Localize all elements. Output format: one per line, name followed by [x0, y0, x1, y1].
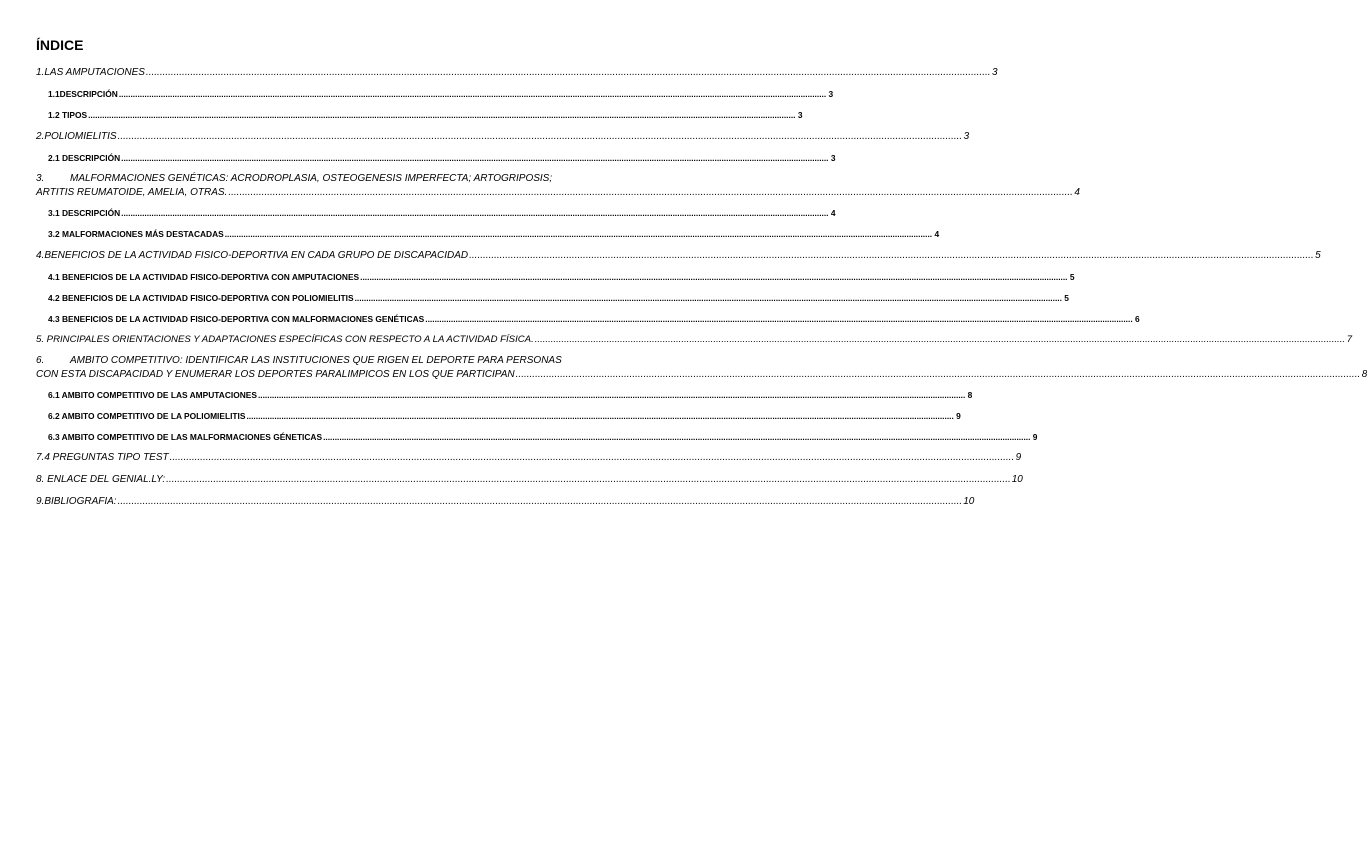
- toc-entry-text: POLIOMIELITIS: [44, 131, 117, 142]
- toc-entry-2-1[interactable]: [36, 153, 836, 164]
- toc-entry-6-2[interactable]: [36, 411, 961, 422]
- dot-leader: [323, 432, 1030, 443]
- dot-leader: [516, 369, 1361, 381]
- toc-entry-page: 5: [1069, 272, 1075, 282]
- toc-entry-text: 5. PRINCIPALES ORIENTACIONES Y ADAPTACIONES ESPECÍFICAS CON RESPECTO A LA ACTIVIDAD FÍSICA.: [36, 334, 534, 345]
- toc-entry-4-2[interactable]: [36, 293, 1069, 304]
- toc-entry-number: 3.: [36, 173, 45, 184]
- toc-entry-page: 10: [1011, 474, 1023, 485]
- toc-entry-text: 4.3 BENEFICIOS DE LA ACTIVIDAD FISICO-DEPORTIVA CON MALFORMACIONES GENÉTICAS: [48, 314, 425, 324]
- toc-entry-page: 3: [963, 131, 970, 142]
- toc-entry-page: 5: [1315, 250, 1321, 261]
- toc-entry-page: 9: [1015, 452, 1022, 463]
- dot-leader: [258, 390, 965, 401]
- toc-entry-number: 4.: [36, 250, 45, 261]
- toc-entry-text: 4 PREGUNTAS TIPO TEST: [44, 452, 169, 463]
- toc-entry-number: 6.: [36, 355, 45, 366]
- toc-entry-number: 1.1: [48, 89, 60, 99]
- toc-entry-page: 4: [1074, 187, 1080, 198]
- toc-entry-number: 7.: [36, 452, 45, 463]
- toc-entry-page: 6: [1134, 314, 1140, 324]
- toc-entry-text: 6.1 AMBITO COMPETITIVO DE LAS AMPUTACIONES: [48, 390, 257, 400]
- toc-entry-first-line: [36, 355, 564, 367]
- page-title: ÍNDICE: [36, 37, 84, 53]
- toc-entry-text: BIBLIOGRAFIA:: [44, 496, 117, 507]
- dot-leader: [88, 110, 795, 121]
- toc-entry-number: 1.: [36, 67, 45, 78]
- toc-entry-page: 4: [830, 208, 836, 218]
- dot-leader: [170, 452, 1015, 464]
- dot-leader: [425, 314, 1132, 325]
- toc-entry-6-1[interactable]: [36, 390, 973, 401]
- toc-entry-page: 7: [1346, 334, 1353, 345]
- toc-entry-text: BENEFICIOS DE LA ACTIVIDAD FISICO-DEPORTIVA EN CADA GRUPO DE DISCAPACIDAD: [44, 250, 469, 261]
- toc-entry-text-continued: CON ESTA DISCAPACIDAD Y ENUMERAR LOS DEPORTES PARALIMPICOS EN LOS QUE PARTICIPAN: [36, 369, 515, 380]
- toc-entry-page: 9: [1032, 432, 1038, 442]
- dot-leader: [166, 474, 1011, 486]
- toc-entry-page: 3: [830, 153, 836, 163]
- dot-leader: [360, 272, 1067, 283]
- toc-entry-5[interactable]: [36, 334, 1353, 346]
- toc-entry-page: 8: [967, 390, 973, 400]
- toc-entry-1-1[interactable]: [36, 89, 834, 100]
- toc-entry-text: 8. ENLACE DEL GENIAL.LY:: [36, 474, 166, 485]
- dot-leader: [118, 496, 963, 508]
- toc-entry-page: 10: [963, 496, 975, 507]
- toc-entry-text: 4.2 BENEFICIOS DE LA ACTIVIDAD FISICO-DEPORTIVA CON POLIOMIELITIS: [48, 293, 354, 303]
- dot-leader: [228, 187, 1073, 199]
- toc-entry-3-1[interactable]: [36, 208, 836, 219]
- toc-entry-number: 2.: [36, 131, 45, 142]
- toc-entry-text: 1.2 TIPOS: [48, 110, 88, 120]
- dot-leader: [469, 250, 1314, 262]
- toc-entry-1-2[interactable]: [36, 110, 803, 121]
- toc-entry-page: 5: [1064, 293, 1069, 303]
- dot-leader: [225, 229, 932, 240]
- toc-entry-1[interactable]: [36, 67, 998, 79]
- toc-entry-page: 3: [828, 89, 834, 99]
- toc-entry-text: 3.1 DESCRIPCIÓN: [48, 208, 121, 218]
- toc-entry-8[interactable]: [36, 474, 1023, 486]
- dot-leader: [355, 293, 1062, 304]
- toc-entry-text: 6.2 AMBITO COMPETITIVO DE LA POLIOMIELITIS: [48, 411, 246, 421]
- toc-entry-6-3[interactable]: [36, 432, 1038, 443]
- toc-entry-page: 9: [956, 411, 961, 421]
- dot-leader: [535, 334, 1345, 346]
- dot-leader: [146, 67, 991, 79]
- toc-entry-second-line: [36, 187, 1080, 199]
- toc-entry-page: 8: [1361, 369, 1367, 380]
- table-of-contents: [36, 64, 1367, 508]
- toc-entry-second-line: [36, 369, 1367, 381]
- toc-entry-first-line: [36, 173, 564, 185]
- toc-entry-text: MALFORMACIONES GENÉTICAS: ACRODROPLASIA, OSTEOGENESIS IMPERFECTA; ARTOGRIPOSIS;: [70, 173, 553, 184]
- toc-entry-page: 3: [991, 67, 998, 78]
- toc-entry-6[interactable]: [36, 355, 1367, 381]
- dot-leader: [118, 131, 963, 143]
- toc-entry-text: 6.3 AMBITO COMPETITIVO DE LAS MALFORMACIONES GÉNETICAS: [48, 432, 323, 442]
- toc-entry-3-2[interactable]: [36, 229, 940, 240]
- toc-entry-4-3[interactable]: [36, 314, 1140, 325]
- dot-leader: [246, 411, 953, 422]
- dot-leader: [121, 153, 828, 164]
- toc-entry-4-1[interactable]: [36, 272, 1075, 283]
- toc-entry-page: 4: [934, 229, 940, 239]
- dot-leader: [121, 208, 828, 219]
- toc-entry-text-continued: ARTITIS REUMATOIDE, AMELIA, OTRAS.: [36, 187, 228, 198]
- toc-entry-text: 3.2 MALFORMACIONES MÁS DESTACADAS: [48, 229, 224, 239]
- toc-entry-3[interactable]: [36, 173, 1080, 199]
- toc-entry-4[interactable]: [36, 250, 1321, 262]
- toc-entry-2[interactable]: [36, 131, 970, 143]
- toc-entry-text: DESCRIPCIÓN: [59, 89, 118, 99]
- toc-entry-number: 9.: [36, 496, 45, 507]
- dot-leader: [119, 89, 826, 100]
- toc-entry-7[interactable]: [36, 452, 1022, 464]
- toc-entry-text: 4.1 BENEFICIOS DE LA ACTIVIDAD FISICO-DEPORTIVA CON AMPUTACIONES: [48, 272, 360, 282]
- toc-entry-text: 2.1 DESCRIPCIÓN: [48, 153, 121, 163]
- toc-entry-text: LAS AMPUTACIONES: [44, 67, 145, 78]
- toc-entry-page: 3: [797, 110, 803, 120]
- toc-entry-text: AMBITO COMPETITIVO: IDENTIFICAR LAS INSTITUCIONES QUE RIGEN EL DEPORTE PARA PERSONAS: [70, 355, 562, 366]
- toc-entry-9[interactable]: [36, 496, 975, 508]
